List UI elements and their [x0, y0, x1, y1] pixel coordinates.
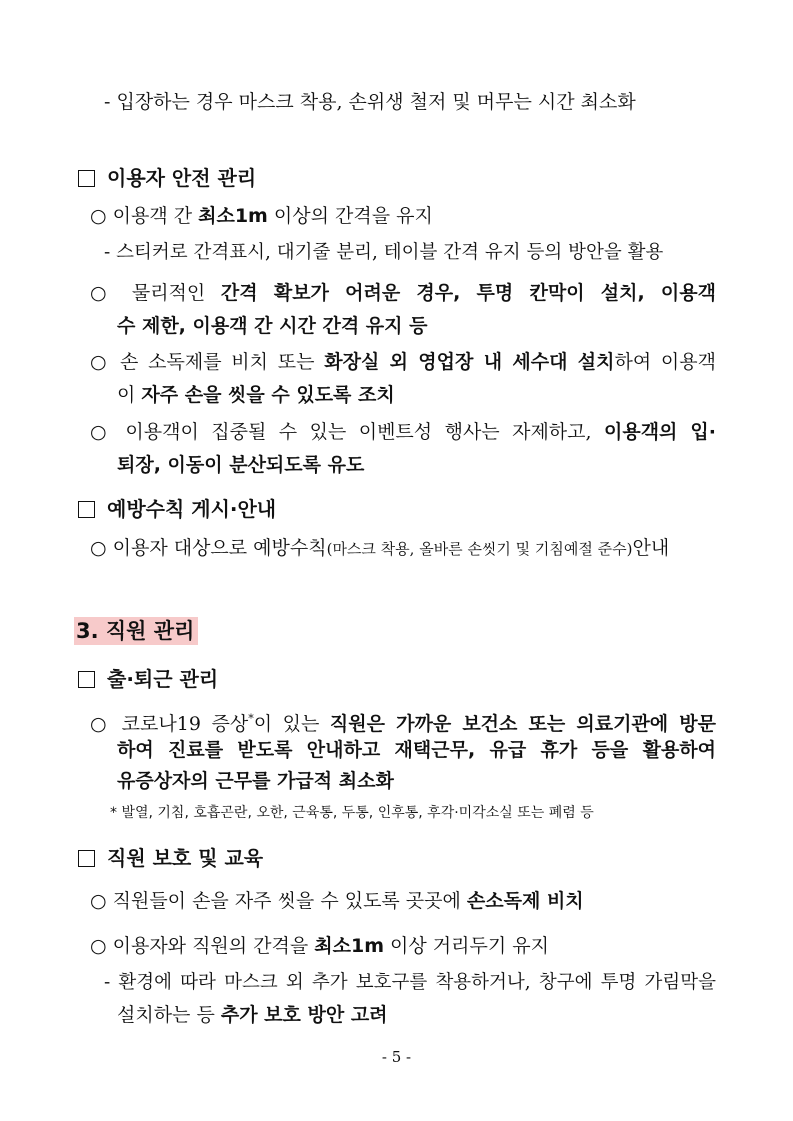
- staff-item-2-sub-bold: 추가 보호 방안 고려: [220, 1004, 388, 1026]
- checkbox-square-icon: [78, 850, 95, 867]
- user-safety-item-4-bold: 이용객의 입·: [603, 421, 716, 443]
- checkbox-square-icon: [78, 170, 95, 187]
- commute-item-1-sup: *: [248, 712, 254, 725]
- user-safety-item-2-bold1: 간격 확보가 어려운 경우, 투명 칸막이 설치, 이용객: [220, 282, 716, 304]
- prevention-item-1: [90, 535, 669, 562]
- heading-prevention: [78, 496, 276, 522]
- user-safety-item-2-bold2: 수 제한, 이용객 간 시간 간격 유지 등: [117, 315, 428, 337]
- user-safety-item-4-line1: [90, 419, 716, 445]
- commute-footnote: * 발열, 기침, 호흡곤란, 오한, 근육통, 두통, 인후통, 후각·미각소실 또는 폐렴 등: [110, 805, 594, 821]
- heading-staff: [78, 845, 263, 871]
- staff-item-2-pre: ○ 이용자와 직원의 간격을: [90, 935, 315, 957]
- user-safety-item-4-pre: ○ 이용객이 집중될 수 있는 이벤트성 행사는 자제하고,: [90, 421, 604, 443]
- user-safety-item-3-line2: [117, 382, 395, 408]
- commute-item-1-line1: [90, 706, 716, 737]
- user-safety-item-4-line2-bold: 퇴장, 이동이 분산되도록 유도: [117, 454, 365, 476]
- staff-item-2-sub-pre: 설치하는 등: [117, 1004, 221, 1026]
- staff-item-1-bold: 손소독제 비치: [466, 890, 584, 912]
- user-safety-item-3-line2-bold: 자주 손을 씻을 수 있도록 조치: [141, 384, 395, 406]
- staff-item-2-bold: 최소1m: [314, 935, 385, 957]
- staff-item-1: [90, 888, 584, 914]
- prevention-item-1-pre: ○ 이용자 대상으로 예방수칙: [90, 537, 327, 559]
- user-safety-item-1: [90, 203, 433, 229]
- heading-user-safety-text: 이용자 안전 관리: [107, 166, 257, 190]
- user-safety-item-1-bold: 최소1m: [198, 205, 268, 227]
- staff-item-2-post: 이상 거리두기 유지: [384, 935, 549, 957]
- user-safety-item-1-sub: - 스티커로 간격표시, 대기줄 분리, 테이블 간격 유지 등의 방안을 활용: [104, 242, 664, 263]
- heading-user-safety: [78, 165, 256, 191]
- commute-item-1-line3: 유증상자의 근무를 가급적 최소화: [117, 770, 394, 792]
- prevention-item-1-small: (마스크 착용, 올바른 손씻기 및 기침예절 준수): [326, 540, 633, 558]
- staff-item-1-pre: ○ 직원들이 손을 자주 씻을 수 있도록 곳곳에: [90, 890, 467, 912]
- heading-commute: [78, 666, 218, 692]
- heading-commute-text: 출·퇴근 관리: [107, 667, 219, 691]
- checkbox-square-icon: [78, 501, 95, 518]
- user-safety-item-3-line2-pre: 이: [117, 384, 142, 406]
- commute-item-1-mid: 이 있는: [253, 713, 330, 735]
- heading-prevention-text: 예방수칙 게시·안내: [107, 497, 277, 521]
- user-safety-item-3-line1: [90, 349, 716, 375]
- bullet-entry-mask: - 입장하는 경우 마스크 착용, 손위생 철저 및 머무는 시간 최소화: [104, 91, 636, 113]
- user-safety-item-3-post: 하여 이용객: [614, 351, 716, 373]
- user-safety-item-1-pre: ○ 이용객 간: [90, 205, 199, 227]
- prevention-item-1-post: 안내: [632, 537, 670, 559]
- user-safety-item-2-line1: [90, 280, 716, 306]
- user-safety-item-2-pre: ○ 물리적인: [90, 282, 221, 304]
- user-safety-item-1-post: 이상의 간격을 유지: [267, 205, 433, 227]
- user-safety-item-2-line2: [117, 313, 427, 339]
- commute-item-1-bold: 직원은 가까운 보건소 또는 의료기관에 방문: [329, 713, 716, 735]
- heading-staff-text: 직원 보호 및 교육: [107, 846, 264, 870]
- section-3-title: 3. 직원 관리: [74, 617, 198, 645]
- staff-item-2-sub-line1: - 환경에 따라 마스크 외 추가 보호구를 착용하거나, 창구에 투명 가림막을: [104, 972, 716, 993]
- user-safety-item-3-pre: ○ 손 소독제를 비치 또는: [90, 351, 325, 373]
- user-safety-item-3-bold: 화장실 외 영업장 내 세수대 설치: [324, 351, 615, 373]
- user-safety-item-4-line2: [117, 452, 364, 478]
- commute-item-1-pre: ○ 코로나19 증상: [90, 713, 249, 735]
- staff-item-2-sub-line2: [117, 1002, 388, 1028]
- checkbox-square-icon: [78, 671, 95, 688]
- page-number: - 5 -: [381, 1048, 412, 1066]
- commute-item-1-line2: 하여 진료를 받도록 안내하고 재택근무, 유급 휴가 등을 활용하여: [117, 739, 716, 761]
- staff-item-2: [90, 933, 549, 959]
